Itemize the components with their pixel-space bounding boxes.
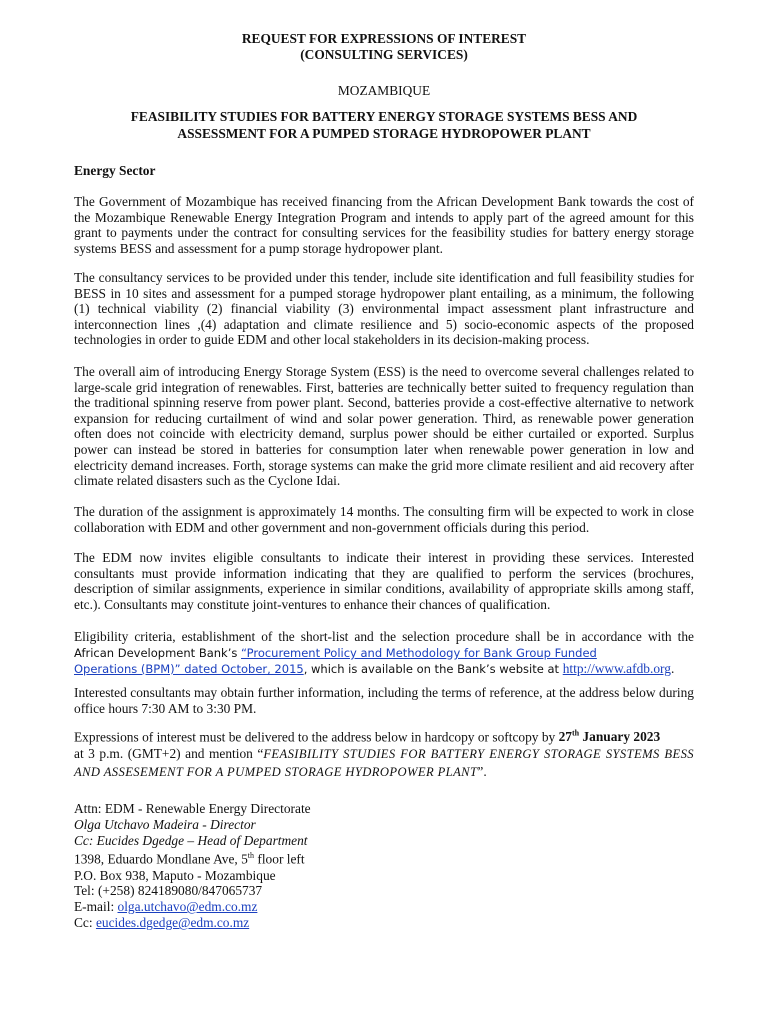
cc-label: Cc: — [74, 915, 96, 931]
project-title-line-2: ASSESSMENT FOR A PUMPED STORAGE HYDROPOWER PLANT — [177, 126, 591, 141]
afdb-name: African Development Bank’s — [74, 646, 242, 660]
paragraph-services: The consultancy services to be provided under this tender, include site identification and full feasibility studies for BESS in 10 sites and assessment for a pumped storage hydropower plant entailing, as a minimum, the following (1) technical viability (2) financial viability (3) environmental impact assessment plant infrastructure and interconnection lines ,(4) adaptation and climate resilience and 5) socio-economic aspects of the proposed technologies in order to guide EDM and other local stakeholders in its decision-making process. — [74, 270, 694, 348]
deadline-rest — [74, 745, 694, 781]
deadline-month-year: January 2023 — [579, 729, 661, 745]
cc-email-link[interactable]: eucides.dgedge@edm.co.mz — [95, 915, 250, 931]
header-title — [74, 31, 694, 62]
sector-heading: Energy Sector — [74, 163, 156, 178]
project-title — [74, 108, 694, 142]
pobox-line: P.O. Box 938, Maputo - Mozambique — [74, 867, 276, 883]
header-line-2: (CONSULTING SERVICES) — [300, 46, 468, 62]
mention-title: FEASIBILITY STUDIES FOR BATTERY ENERGY STORAGE SYSTEMS BESS AND ASSESEMENT FOR A PUMPED STORAGE HYDROPOWER PLANT — [74, 747, 694, 780]
website-text: , which is available on the Bank’s website at — [303, 662, 563, 676]
street-floor: floor left — [254, 851, 305, 867]
paragraph-deadline — [74, 725, 694, 781]
paragraph-further-info: Interested consultants may obtain further information, including the terms of reference, at the address below during office hours 7:30 AM to 3:30 PM. — [74, 685, 694, 716]
paragraph-eligibility — [74, 629, 694, 677]
period: . — [670, 661, 675, 676]
eligibility-line-1: Eligibility criteria, establishment of the short-list and the selection procedure shall be in accordance with the — [74, 629, 694, 644]
deadline-time: at 3 p.m. (GMT+2) and mention “ — [74, 746, 264, 762]
director-line: Olga Utchavo Madeira - Director — [74, 816, 256, 832]
eligibility-rest — [74, 645, 694, 661]
bpm-policy-link[interactable]: “Procurement Policy and Methodology for Bank Group Funded — [241, 646, 597, 660]
deadline-text: Expressions of interest must be delivered to the address below in hardcopy or softcopy by — [74, 729, 559, 745]
deadline-date — [559, 729, 661, 744]
project-title-line-1: FEASIBILITY STUDIES FOR BATTERY ENERGY STORAGE SYSTEMS BESS AND — [130, 109, 638, 124]
mention-close: ”. — [477, 764, 487, 780]
bpm-policy-link-cont[interactable]: Operations (BPM)” dated October, 2015 — [74, 662, 304, 676]
street-sup: th — [247, 851, 255, 861]
deadline-line-1 — [74, 725, 694, 745]
deadline-sup: th — [571, 729, 580, 738]
country: MOZAMBIQUE — [337, 83, 431, 98]
street-line — [74, 848, 694, 867]
email-line — [74, 899, 694, 915]
eligibility-line-3 — [74, 661, 694, 677]
email-label: E-mail: — [74, 899, 118, 915]
contact-address — [74, 801, 694, 931]
header-line-1: REQUEST FOR EXPRESSIONS OF INTEREST — [241, 31, 527, 46]
paragraph-aim: The overall aim of introducing Energy Storage System (ESS) is the need to overcome several challenges related to large-scale grid integration of renewables. First, batteries are technically better suited to frequency regulation than the traditional spinning reserve from power plant. Second, batteries provide a cost-effective alternative to network expansion for reducing curtailment of wind and solar power generation. Third, as renewable power generation often does not coincide with electricity demand, surplus power should be either curtailed or exported. Surplus power can instead be stored in batteries for consumption later when renewable power generation in low and electricity demand increases. Forth, storage systems can make the grid more climate resilient and aid recovery after climate related disasters such as the Cyclone Idai. — [74, 364, 694, 489]
attn-line: Attn: EDM - Renewable Energy Directorate — [74, 801, 311, 816]
afdb-website-link[interactable]: http://www.afdb.org — [562, 661, 671, 676]
cc-head-line: Cc: Eucides Dgedge – Head of Department — [74, 832, 308, 848]
email-link[interactable]: olga.utchavo@edm.co.mz — [117, 899, 258, 915]
street-text: 1398, Eduardo Mondlane Ave, 5 — [74, 851, 248, 867]
tel-line: Tel: (+258) 824189080/847065737 — [74, 883, 263, 899]
paragraph-financing: The Government of Mozambique has received financing from the African Development Bank towards the cost of the Mozambique Renewable Energy Integration Program and intends to apply part of the agreed amount for this grant to payments under the contract for consulting services for the feasibility studies for battery energy storage systems BESS and assessment for a pump storage hydropower plant. — [74, 194, 694, 256]
deadline-day: 27 — [558, 729, 572, 745]
paragraph-duration: The duration of the assignment is approximately 14 months. The consulting firm will be expected to work in close collaboration with EDM and other government and non-government officials during this period. — [74, 504, 694, 535]
paragraph-invitation: The EDM now invites eligible consultants to indicate their interest in providing these services. Interested consultants must provide information indicating that they are qualified to perform the services (brochures, description of similar assignments, experience in similar conditions, availability of appropriate skills among staff, etc.). Consultants may constitute joint-ventures to enhance their chances of qualification. — [74, 550, 694, 612]
cc-email-line — [74, 915, 694, 931]
